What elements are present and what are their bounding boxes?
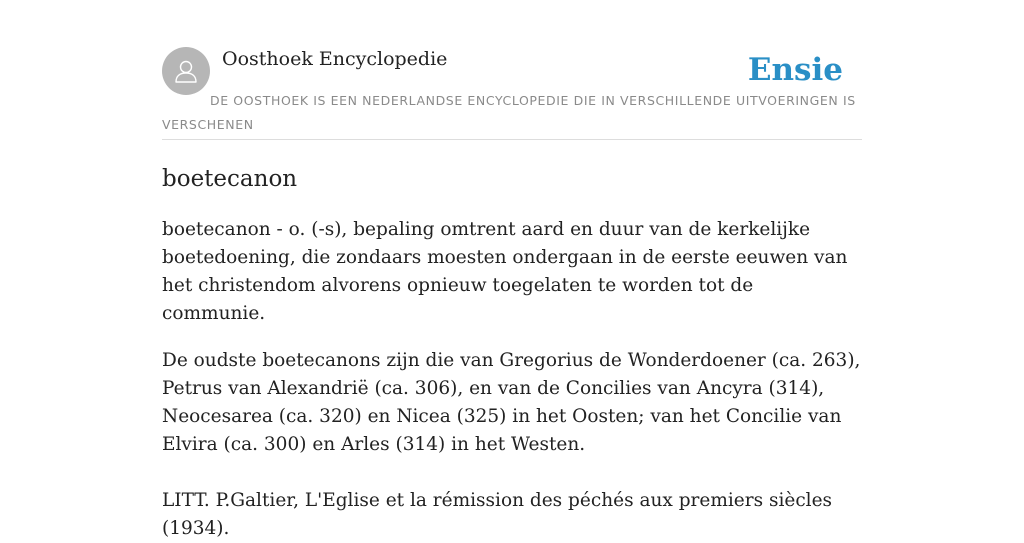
article-title: boetecanon	[162, 166, 298, 192]
site-name[interactable]: Oosthoek Encyclopedie	[222, 48, 448, 70]
article-paragraph: De oudste boetecanons zijn die van Gregorius de Wonderdoener (ca. 263), Petrus van Alexandrië (ca. 306), en van de Concilies van Ancyra (314), Neocesarea (ca. 320) en Nicea (325) in het Oosten; van het Concilie van Elvira (ca. 300) en Arles (314) in het Westen.	[162, 350, 861, 455]
site-tagline: DE OOSTHOEK IS EEN NEDERLANDSE ENCYCLOPEDIE DIE IN VERSCHILLENDE UITVOERINGEN IS VERSCHENEN	[162, 93, 856, 132]
article-paragraph: boetecanon - o. (-s), bepaling omtrent aard en duur van de kerkelijke boetedoening, die zondaars moesten ondergaan in de eerste eeuwen van het christendom alvorens opnieuw toegelaten te worden tot de communie.	[162, 219, 848, 324]
brand-logo-link[interactable]: Ensie	[747, 52, 843, 88]
literature-reference: LITT. P.Galtier, L'Eglise et la rémission des péchés aux premiers siècles (1934).	[162, 490, 833, 539]
article-body	[162, 216, 862, 543]
user-icon	[172, 57, 200, 85]
avatar[interactable]	[162, 47, 210, 95]
header-divider	[162, 139, 862, 140]
